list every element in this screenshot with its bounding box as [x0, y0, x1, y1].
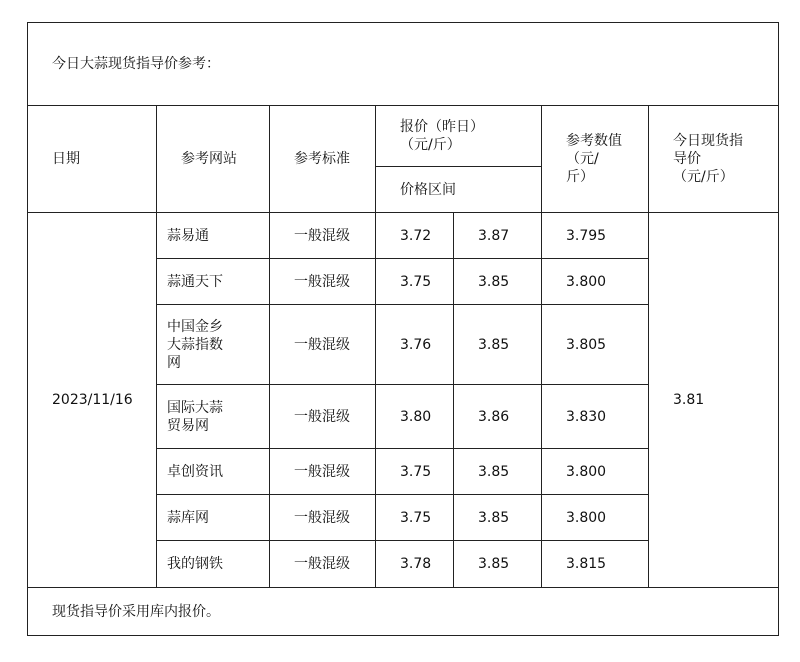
ref-value-cell: 3.800: [542, 259, 649, 305]
high-price-cell: 3.85: [454, 541, 542, 588]
ref-value-cell: 3.805: [542, 305, 649, 385]
header-date: 日期: [28, 106, 157, 213]
standard-cell: 一般混级: [270, 385, 376, 449]
standard-cell: 一般混级: [270, 305, 376, 385]
site-cell: 蒜易通: [157, 213, 270, 259]
ref-value-cell: 3.800: [542, 495, 649, 541]
low-price-cell: 3.72: [376, 213, 454, 259]
low-price-cell: 3.75: [376, 449, 454, 495]
site-cell: [157, 305, 270, 385]
header-today: [649, 106, 779, 213]
standard-cell: 一般混级: [270, 495, 376, 541]
site-cell: 蒜通天下: [157, 259, 270, 305]
date-cell: 2023/11/16: [28, 213, 157, 588]
ref-value-cell: 3.795: [542, 213, 649, 259]
high-price-cell: 3.85: [454, 495, 542, 541]
header-today-label-1: 今日现货指: [673, 133, 743, 149]
standard-cell: 一般混级: [270, 541, 376, 588]
standard-cell: 一般混级: [270, 213, 376, 259]
header-site: 参考网站: [157, 106, 270, 213]
high-price-cell: 3.85: [454, 305, 542, 385]
header-today-label-2: 导价: [673, 151, 701, 167]
standard-cell: 一般混级: [270, 259, 376, 305]
header-standard: 参考标准: [270, 106, 376, 213]
low-price-cell: 3.75: [376, 495, 454, 541]
table-footer-note: 现货指导价采用库内报价。: [28, 588, 779, 636]
header-quote: [376, 106, 542, 167]
low-price-cell: 3.75: [376, 259, 454, 305]
table-title: 今日大蒜现货指导价参考：: [28, 23, 779, 106]
site-name: 中国金乡大蒜指数网: [167, 318, 223, 371]
today-price-cell: 3.81: [649, 213, 779, 588]
ref-value-cell: 3.815: [542, 541, 649, 588]
ref-value-cell: 3.800: [542, 449, 649, 495]
site-cell: 卓创资讯: [157, 449, 270, 495]
site-cell: 蒜库网: [157, 495, 270, 541]
site-cell: 我的钢铁: [157, 541, 270, 588]
low-price-cell: 3.80: [376, 385, 454, 449]
site-cell: [157, 385, 270, 449]
header-price-range: 价格区间: [376, 167, 542, 213]
header-ref-value-unit-1: （元/: [566, 151, 599, 167]
high-price-cell: 3.86: [454, 385, 542, 449]
site-name: 国际大蒜贸易网: [167, 399, 223, 434]
high-price-cell: 3.85: [454, 259, 542, 305]
high-price-cell: 3.87: [454, 213, 542, 259]
table-row: [28, 213, 779, 259]
header-quote-label: 报价（昨日）: [400, 119, 484, 135]
header-ref-value-unit-2: 斤）: [566, 169, 594, 185]
header-ref-value-label: 参考数值: [566, 133, 622, 149]
low-price-cell: 3.76: [376, 305, 454, 385]
high-price-cell: 3.85: [454, 449, 542, 495]
price-table: [27, 22, 779, 636]
standard-cell: 一般混级: [270, 449, 376, 495]
header-ref-value: [542, 106, 649, 213]
header-quote-unit: （元/斤）: [400, 137, 461, 153]
low-price-cell: 3.78: [376, 541, 454, 588]
ref-value-cell: 3.830: [542, 385, 649, 449]
header-today-unit: （元/斤）: [673, 169, 734, 185]
